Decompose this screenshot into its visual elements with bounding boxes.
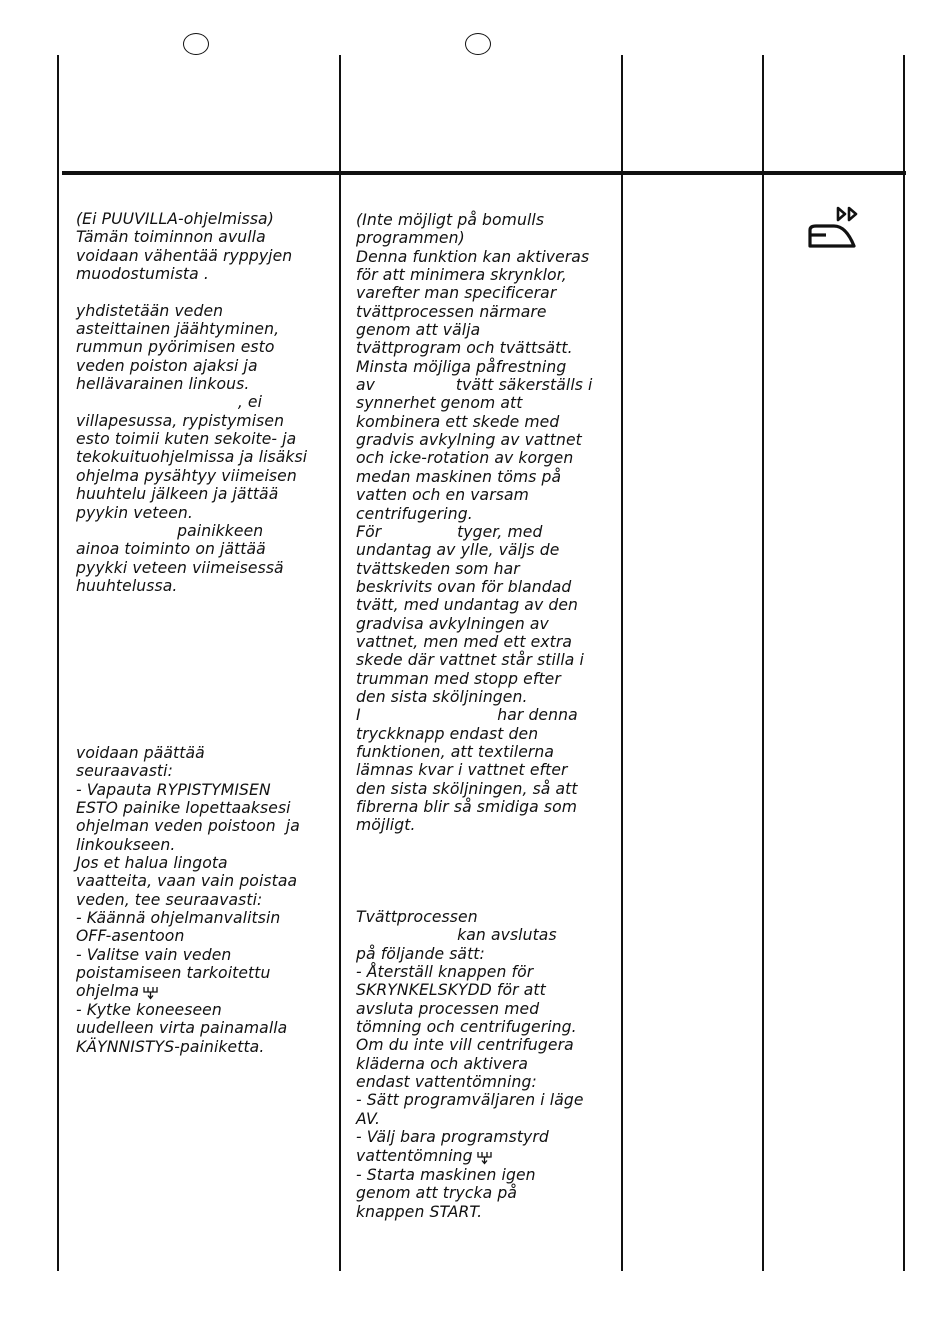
swedish-text-c: - Starta maskinen igen genom att trycka på knappen START. — [356, 1166, 536, 1221]
finnish-drain-label: ohjelma — [76, 982, 140, 1000]
language-flag-circle-swedish — [465, 33, 491, 55]
header-rule — [62, 171, 906, 175]
column-divider — [57, 55, 59, 1271]
swedish-drain-label: vattentömning — [356, 1147, 473, 1165]
finnish-drain-line — [76, 982, 161, 1000]
swedish-text-a: (Inte möjligt på bomulls programmen) Denna funktion kan aktiveras för att minimera skrynklor, varefter man specificerar tvättprocessen närmare genom att välja tvättprogram och tvättsätt. Minsta möjliga påfrestning av tvätt säkerställs i synnerhet genom att kombinera ett skede med gradvis avkylning av vattnet och icke-rotation av korgen medan maskinen töms på vatten och en varsam centrifugering. För tyger, med undantag av ylle, väljs de tvättskeden som har beskrivits ovan för blandad tvätt, med undantag av den gradvisa avkylningen av vattnet, men med ett extra skede där vattnet står stilla i trumman med stopp efter den sista sköljningen. I har denna tryckknapp endast den funktionen, att textilerna lämnas kvar i vattnet efter den sista sköljningen, så att fibrerna blir så smidiga som möjligt. — [356, 211, 593, 835]
drain-program-icon — [476, 1150, 495, 1165]
swedish-text-b: Tvättprocessen kan avslutas på följande sätt: - Återställ knappen för SKRYNKELSKYDD för att avsluta processen med tömning och centrifugering. Om du inte vill centrifugera kläderna och aktivera endast vattentömning: - Sätt programväljaren i läge AV. - Välj bara programstyrd — [356, 908, 584, 1147]
column-divider — [762, 55, 764, 1271]
language-flag-circle-finnish — [183, 33, 209, 55]
finnish-text-a: (Ei PUUVILLA-ohjelmissa) Tämän toiminnon avulla voidaan vähentää ryppyjen muodostumista . yhdistetään veden asteittainen jäähtyminen, rummun pyörimisen esto veden poiston ajaksi ja hellävarainen linkous. , ei villapesussa, rypistymisen esto toimii kuten sekoite- ja tekokuituohjelmissa ja lisäksi ohjelma pysähtyy viimeisen huuhtelu jälkeen ja jättää pyykin veteen. painikkeen ainoa toiminto on jättää pyykki veteen viimeisessä huuhtelussa. — [76, 210, 308, 595]
finnish-text-b: voidaan päättää seuraavasti: - Vapauta RYPISTYMISEN ESTO painike lopettaaksesi ohjelman veden poistoon ja linkoukseen. Jos et halua lingota vaatteita, vaan vain poistaa veden, tee seuraavasti: - Käännä ohjelmanvalitsin OFF-asentoon - Valitse vain veden poistamiseen tarkoitettu — [76, 744, 300, 983]
column-divider — [339, 55, 341, 1271]
finnish-text-c: - Kytke koneeseen uudelleen virta painamalla KÄYNNISTYS-painiketta. — [76, 1001, 288, 1056]
drain-program-icon — [142, 985, 161, 1000]
column-divider — [903, 55, 905, 1271]
swedish-drain-line — [356, 1147, 495, 1165]
easy-iron-icon — [806, 202, 864, 254]
column-divider — [621, 55, 623, 1271]
